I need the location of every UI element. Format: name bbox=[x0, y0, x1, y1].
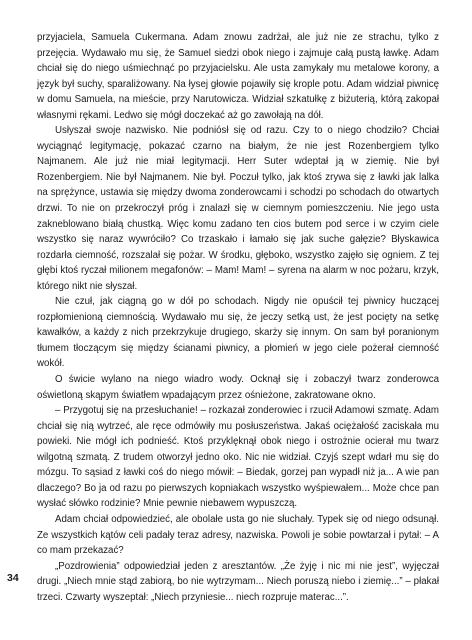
paragraph: przyjaciela, Samuela Cukermana. Adam znowu zadrżał, ale już nie ze strachu, tylko z przejęcia. Wydawało mu się, że Samuel siedzi obok niego i zajmuje całą pustą ławkę. Adam chciał się do niego uśmiechnąć po przyjacielsku. Ale usta zamykały mu metalowe korony, a język był suchy, sparaliżowany. Na łysej głowie pojawiły się krople potu. Adam widział piwnicę w domu Samuela, na mieście, przy Narutowicza. Widział szkatułkę z biżuterią, którą zakopał własnymi rękami. Ledwo się mógł doczekać aż go zawołają na dół. bbox=[37, 32, 439, 121]
page-number: 34 bbox=[7, 572, 19, 584]
paragraph: Adam chciał odpowiedzieć, ale obolałe usta go nie słuchały. Typek się od niego odsunął. Ze wszystkich kątów celi padały teraz adresy, nazwiska. Powoli je sobie powtarzał i pytał: – A co mam przekazać? bbox=[37, 513, 439, 557]
page-text bbox=[37, 30, 439, 605]
paragraph: „Pozdrowienia” odpowiedział jeden z aresztantów. „Że żyję i nic mi nie jest”, wyjęczał drugi. „Niech mnie stąd zabiorą, bo nie wytrzymam... Niech poruszą niebo i ziemię...” – płakał trzeci. Czwarty wyszeptał: „Niech przyniesie... niech rozpruje materac...”. bbox=[37, 560, 439, 603]
paragraph: Nie czuł, jak ciągną go w dół po schodach. Nigdy nie opuścił tej piwnicy huczącej rozpłomienioną ciemnością. Wydawało mu się, że jeczy setką ust, że jest pocięty na setkę kawałków, a każdy z nich przekrzykuje drugiego, skarży się innym. On sam był poranionym tłumem tłoczącym się między ścianami piwnicy, a płomień w jego ciele pożerał ciemność wokół. bbox=[37, 296, 439, 370]
paragraph: O świcie wylano na niego wiadro wody. Ocknął się i zobaczył twarz zonderowca oświetloną skąpym światłem wpadającym przez ośnieżone, zakratowane okno. bbox=[37, 374, 439, 401]
paragraph: Usłyszał swoje nazwisko. Nie podniósł się od razu. Czy to o niego chodziło? Chciał wyciągnąć legitymację, pokazać czarno na białym, że nie jest Rozenbergiem tylko Najmanem. Ale już nie miał legitymacji. Herr Suter wdeptał ją w ziemię. Nie był Rozenbergiem. Nie był Najmanem. Nie był. Poczuł tylko, jak ktoś zrywa się z ławki jak lalka na sprężynce, ustawia się między dwoma zonderowcami i schodzi po schodach do otwartych drzwi. To nie on przekroczył próg i znalazł się w ciemnym pomieszczeniu. Nie jego usta zakneblowano białą chustką. Więc komu zadano ten cios butem pod serce i w czyim ciele wszystko się naraz wywróciło? Co trzaskało i łamało się jak suche gałęzie? Błyskawica rozdarła ciemność, rozszalał się pożar. W środku, głęboko, wszystko zajęło się ogniem. Z tej głębi ktoś ryczał milionem megafonów: – Mam! Mam! – syrena na alarm w noc pożaru, krzyk, którego nikt nie słyszał. bbox=[37, 125, 439, 292]
paragraph: – Przygotuj się na przesłuchanie! – rozkazał zonderowiec i rzucił Adamowi szmatę. Adam chciał się nią wytrzeć, ale ręce odmówiły mu posłuszeństwa. Jakaś ociężałość zaciskała mu powieki. Nie mógł ich podnieść. Ktoś przyklęknął obok niego i ostrożnie ocierał mu twarz wilgotną szmatą. Z trudem otworzył jedno oko. Nic nie widział. Czyjś szept wdarł mu się do mózgu. To sąsiad z ławki coś do niego mówił: – Biedak, gorzej pan wypadł niż ja... A wie pan dlaczego? Bo ja od razu po pierwszych kopniakach wszystko wyśpiewałem... Może chce pan wysłać słówko rodzinie? Mnie pewnie niebawem wypuszczą. bbox=[37, 405, 439, 510]
